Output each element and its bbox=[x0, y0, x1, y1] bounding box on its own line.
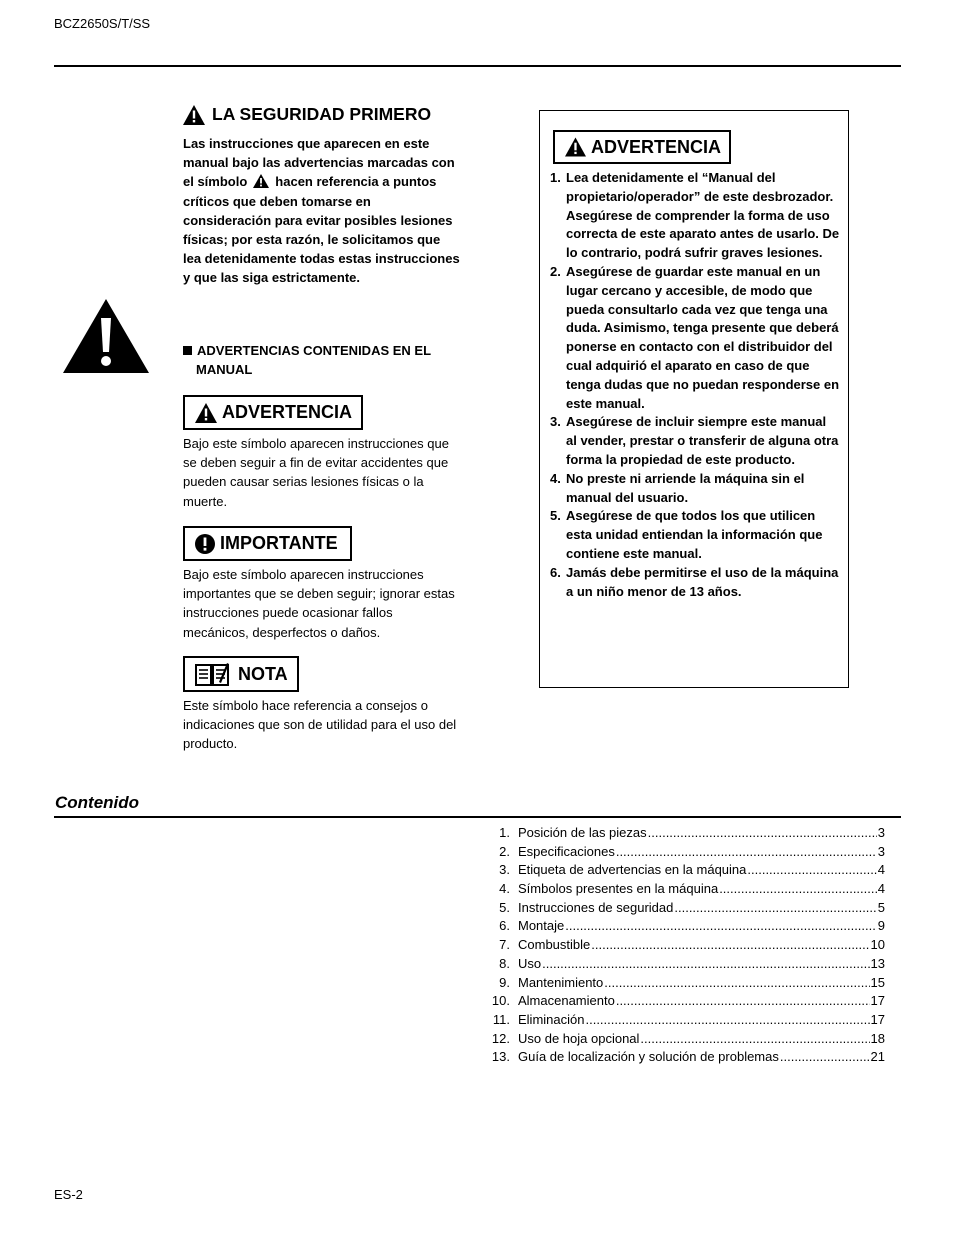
advertencia-label-text: ADVERTENCIA bbox=[222, 402, 353, 422]
contents-divider bbox=[54, 816, 901, 818]
warning-item: 3. Asegúrese de incluir siempre este manual al vender, prestar o transferir de alguna otra forma la propiedad de este producto. bbox=[550, 414, 839, 467]
toc-entry[interactable]: 9. Mantenimiento ..... 15 bbox=[488, 974, 885, 993]
toc-entry[interactable]: 11. Eliminación ..... 17 bbox=[488, 1011, 885, 1030]
exclamation-circle-icon bbox=[195, 534, 215, 554]
header-divider bbox=[54, 65, 901, 67]
intro-text-part2: hacen referencia a puntos críticos que deben tomarse en consideración para evitar posibles lesiones físicas; por esta razón, le solicitamos que lea detenidamente todas estas instrucciones y que las siga estrictamente. bbox=[183, 173, 460, 285]
page-number: ES-2 bbox=[54, 1187, 83, 1202]
toc-entry[interactable]: 6. Montaje ..... 9 bbox=[488, 917, 885, 936]
toc-entry[interactable]: 8. Uso ..... 13 bbox=[488, 955, 885, 974]
warning-item: 2. Asegúrese de guardar este manual en un lugar cercano y accesible, de modo que pueda consultarlo cada vez que tenga una duda. Asimismo, tenga presente que deberá ponerse en contacto con el distribuidor del cual adquirió el aparato en caso de que tenga dudas que no puedan responderse en este manual. bbox=[550, 263, 840, 411]
nota-label bbox=[183, 656, 299, 692]
intro-text-part1: Las instrucciones que aparecen en este manual bajo las advertencias marcadas con el símbolo bbox=[183, 136, 455, 189]
importante-label-text: IMPORTANTE bbox=[220, 533, 338, 553]
model-number: BCZ2650S/T/SS bbox=[54, 16, 151, 31]
toc-entry[interactable]: 3. Etiqueta de advertencias en la máquina ..... 4 bbox=[488, 861, 885, 880]
inline-warning-icon bbox=[253, 174, 269, 194]
warnings-subheading bbox=[183, 341, 463, 379]
toc-entry[interactable]: 13. Guía de localización y solución de problemas ..... 21 bbox=[488, 1048, 885, 1067]
warning-item: 4. No preste ni arriende la máquina sin el manual del usuario. bbox=[550, 470, 805, 505]
toc-entry[interactable]: 2. Especificaciones ..... 3 bbox=[488, 843, 885, 862]
warning-icon bbox=[183, 105, 205, 125]
warning-icon bbox=[565, 137, 586, 157]
toc-entry[interactable]: 4. Símbolos presentes en la máquina ..... 4 bbox=[488, 880, 885, 899]
warning-box bbox=[539, 110, 849, 688]
toc-entry[interactable]: 12. Uso de hoja opcional ..... 18 bbox=[488, 1030, 885, 1049]
safety-title bbox=[183, 104, 431, 125]
open-book-icon bbox=[195, 662, 229, 686]
warning-box-label bbox=[553, 130, 731, 164]
advertencia-label bbox=[183, 395, 363, 430]
toc-entry[interactable]: 10. Almacenamiento ..... 17 bbox=[488, 992, 885, 1011]
toc-entry[interactable]: 5. Instrucciones de seguridad ..... 5 bbox=[488, 899, 885, 918]
safety-intro bbox=[183, 135, 461, 287]
safety-title-text: LA SEGURIDAD PRIMERO bbox=[212, 104, 432, 124]
importante-label bbox=[183, 526, 352, 561]
warning-box-label-text: ADVERTENCIA bbox=[590, 136, 721, 157]
bullet-square-icon bbox=[183, 346, 192, 355]
contents-title: Contenido bbox=[55, 793, 140, 812]
subheading-line1: ADVERTENCIAS CONTENIDAS EN EL bbox=[197, 343, 432, 358]
warning-list bbox=[550, 169, 840, 601]
nota-description: Este símbolo hace referencia a consejos o indicaciones que son de utilidad para el uso del producto. bbox=[183, 698, 457, 752]
table-of-contents bbox=[488, 824, 885, 1067]
toc-entry[interactable]: 1. Posición de las piezas ..... 3 bbox=[488, 824, 885, 843]
subheading-line2: MANUAL bbox=[196, 362, 253, 377]
warning-item: 5. Asegúrese de que todos los que utilicen esta unidad entiendan la información que contiene este manual. bbox=[550, 508, 823, 561]
large-warning-icon bbox=[62, 298, 150, 374]
warning-item: 6. Jamás debe permitirse el uso de la máquina a un niño menor de 13 años. bbox=[550, 564, 839, 599]
importante-description: Bajo este símbolo aparecen instrucciones importantes que se deben seguir; ignorar estas instrucciones puede ocasionar fallos mecánicos, desperfectos o daños. bbox=[183, 567, 455, 640]
toc-entry[interactable]: 7. Combustible ..... 10 bbox=[488, 936, 885, 955]
nota-label-text: NOTA bbox=[238, 663, 288, 684]
warning-item: 1. Lea detenidamente el “Manual del propietario/operador” de este desbrozador. Asegúrese de comprender la forma de uso correcta de este aparato antes de usarlo. De lo contrario, podrá sufrir graves lesiones. bbox=[550, 170, 840, 261]
warning-icon bbox=[195, 403, 217, 423]
advertencia-description: Bajo este símbolo aparecen instrucciones que se deben seguir a fin de evitar accidentes que pueden causar serias lesiones físicas o la muerte. bbox=[183, 436, 449, 509]
